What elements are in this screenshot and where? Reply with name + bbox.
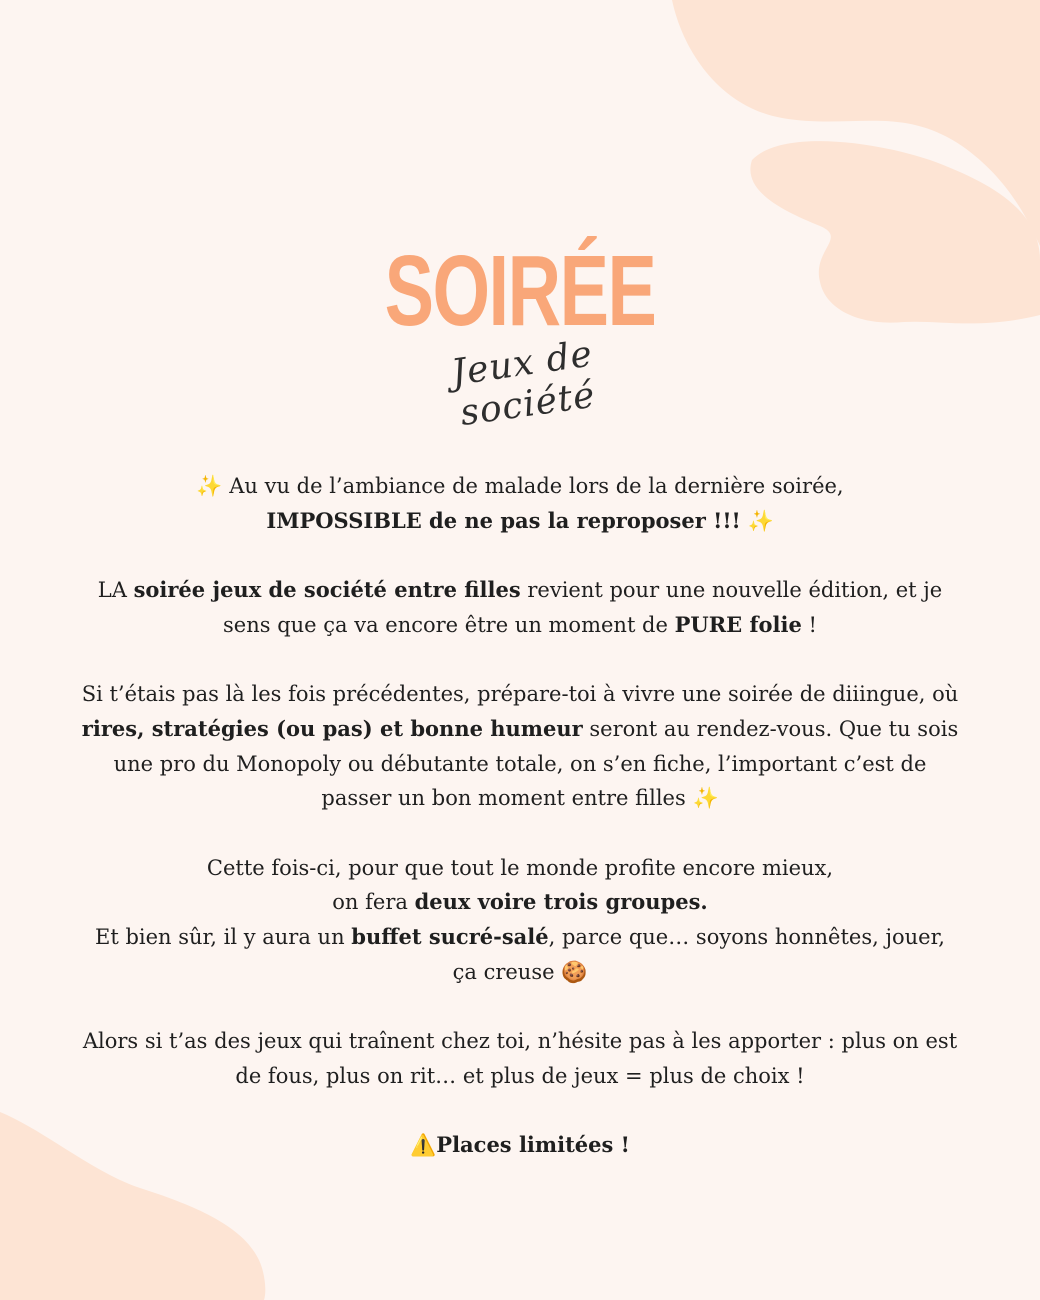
buffet-text: Et bien sûr, il y aura un — [95, 925, 352, 950]
announcement-bold: soirée jeux de société entre filles — [133, 577, 521, 603]
warning-icon: ⚠️ — [410, 1133, 437, 1158]
intro-paragraph — [80, 469, 960, 538]
buffet-bold: buffet sucré-salé — [351, 924, 549, 950]
groups-text: Cette fois-ci, pour que tout le monde profite encore mieux, — [206, 855, 834, 880]
places-paragraph — [80, 1128, 960, 1163]
announcement-text: ! — [801, 612, 817, 637]
groups-paragraph — [80, 851, 960, 990]
intro-bold: IMPOSSIBLE de ne pas la reproposer !!! — [266, 507, 741, 533]
announcement-bold: PURE folie — [674, 611, 802, 637]
details-text: seront au rendez-vous. Que tu sois une pro du Monopoly ou débutante totale, on s’en fiche, l’important c’est de passer un bon moment entre filles — [113, 716, 959, 811]
cookie-icon: 🍪 — [561, 959, 588, 984]
games-paragraph — [80, 1024, 960, 1093]
sparkle-icon: ✨ — [747, 508, 774, 533]
details-paragraph — [80, 677, 960, 816]
announcement-paragraph — [80, 573, 960, 642]
intro-line: Au vu de l’ambiance de malade lors de la dernière soirée, — [229, 474, 844, 498]
sparkle-icon: ✨ — [196, 474, 223, 498]
logo-subtitle: Jeux de société — [448, 333, 598, 435]
groups-bold: deux voire trois groupes. — [414, 889, 708, 915]
groups-text: on fera — [332, 890, 415, 915]
details-text: Si t’étais pas là les fois précédentes, prépare-toi à vivre une soirée de diiingue, où — [81, 682, 959, 707]
places-limited-label: Places limitées ! — [436, 1132, 630, 1158]
event-logo — [0, 235, 1040, 435]
sparkle-icon: ✨ — [692, 786, 719, 811]
buffet-text: , parce que… soyons honnêtes, jouer, ça creuse — [452, 925, 945, 984]
logo-title: SOIRÉE — [384, 235, 656, 347]
announcement-text: revient pour une nouvelle édition, et je sens que ça va encore être un moment de — [223, 578, 943, 637]
event-description — [80, 469, 960, 1198]
announcement-text: LA — [97, 578, 134, 603]
details-bold: rires, stratégies (ou pas) et bonne humeur — [81, 715, 583, 741]
games-text: Alors si t’as des jeux qui traînent chez toi, n’hésite pas à les apporter : plus on est de fous, plus on rit… et plus de jeux = plus de choix ! — [82, 1029, 958, 1088]
